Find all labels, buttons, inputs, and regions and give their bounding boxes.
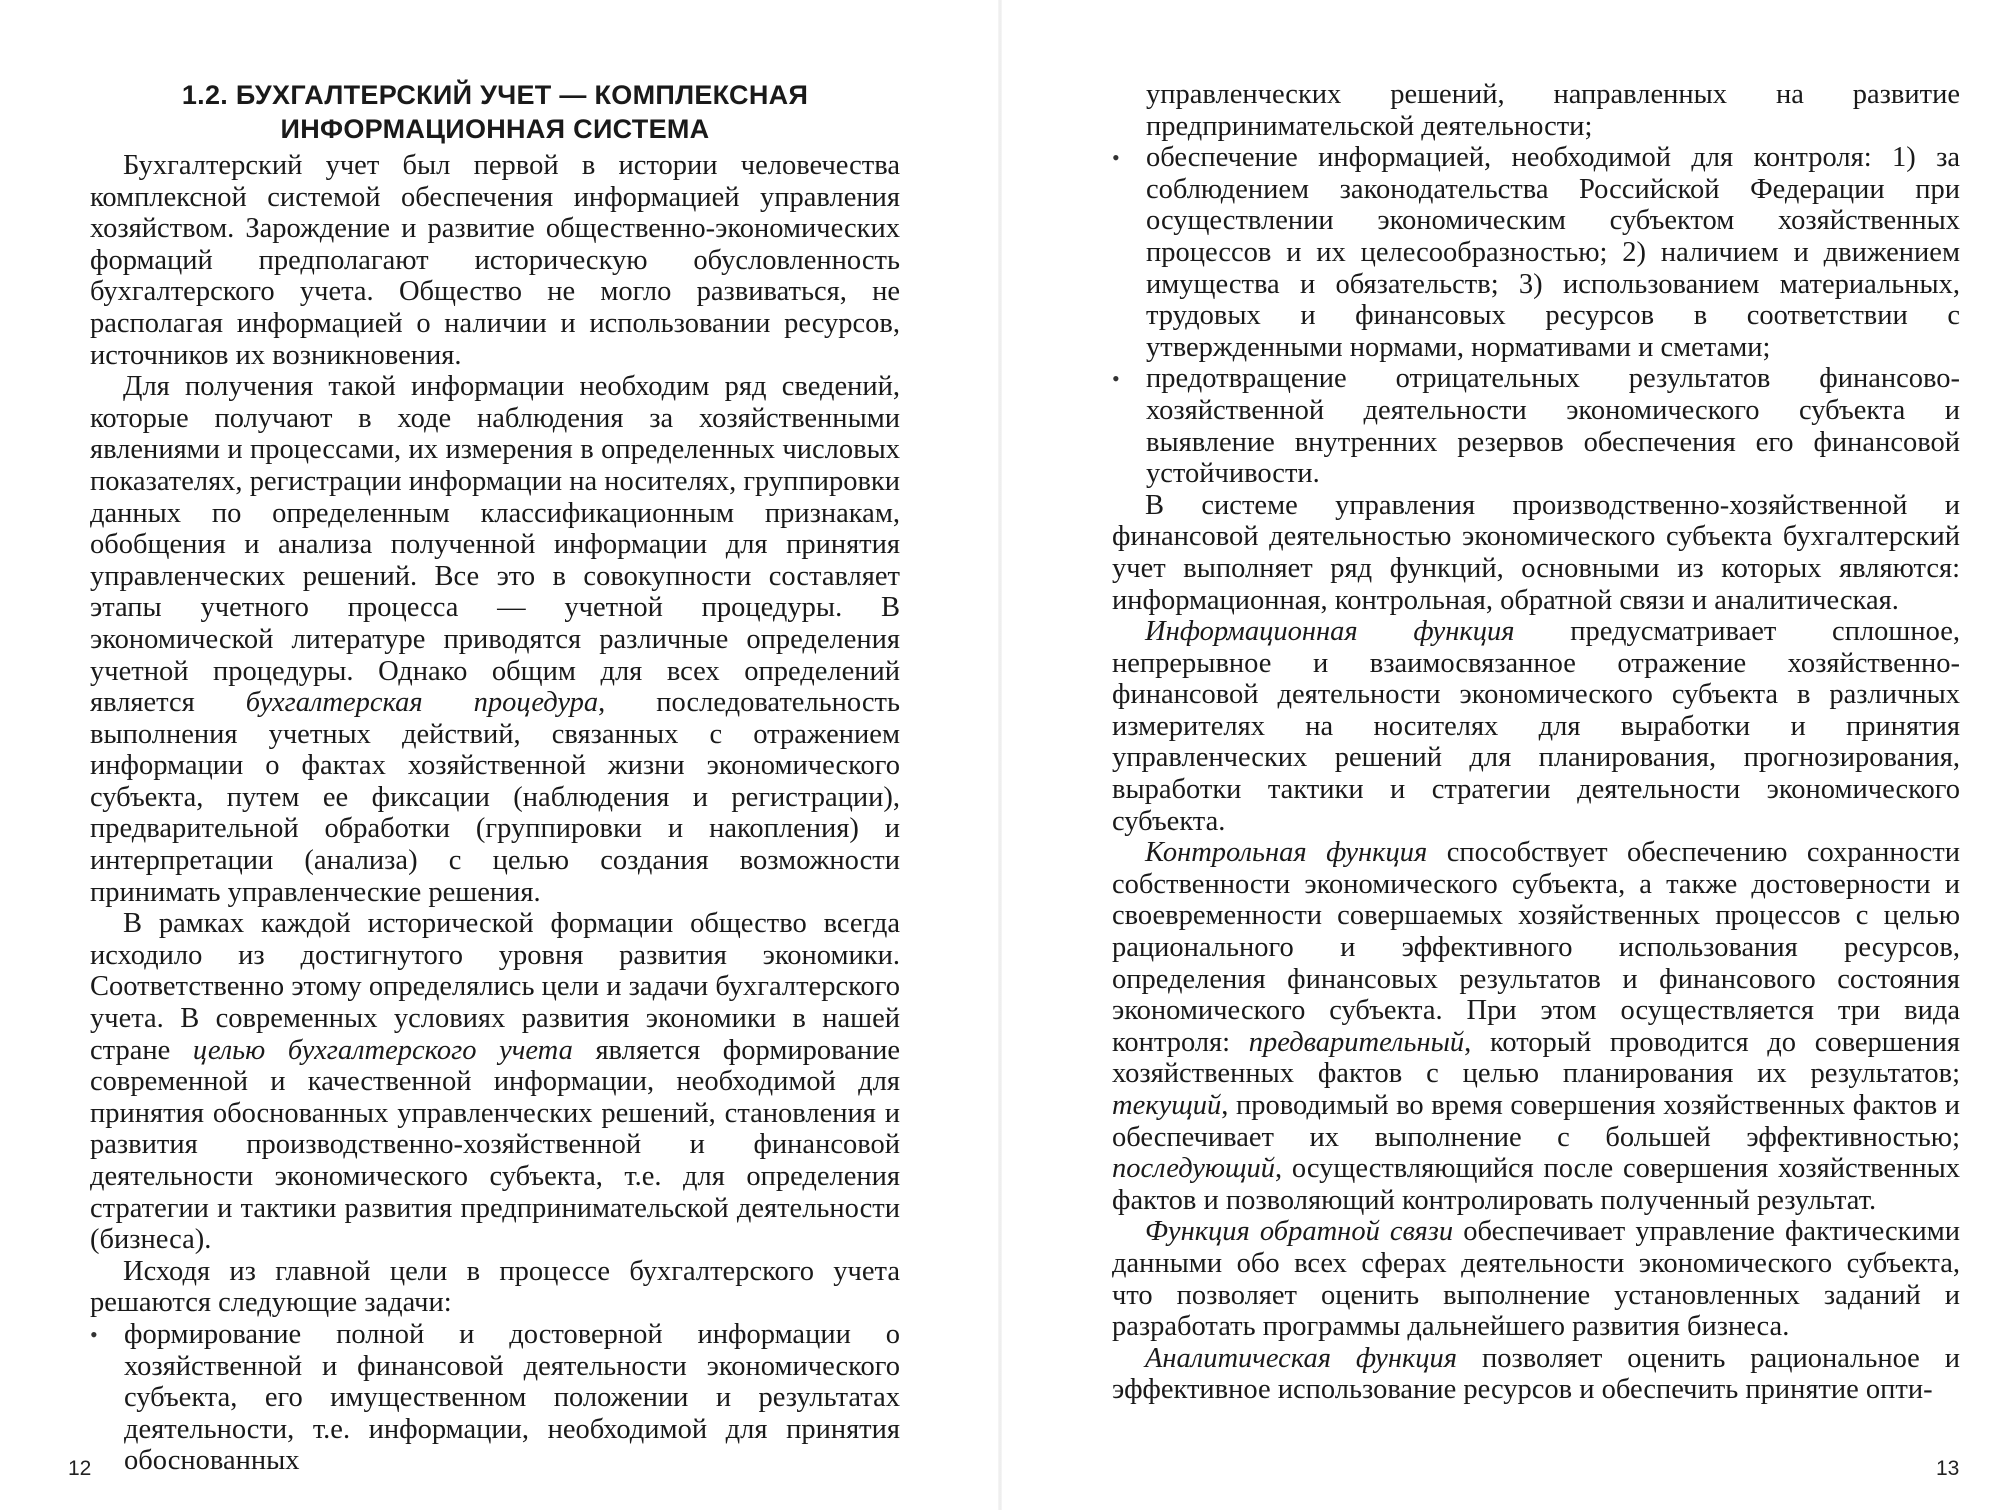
- text-run: является формирование современной и качественной информации, необходимой для принятия обоснованных управленческих решений, становления и развития производственно-хозяйственной и финансовой деятельности экономического субъекта, т.е. для определения стратегии и тактики развития предпринимательской деятельности (бизнеса).: [90, 1034, 900, 1256]
- italic-term: последующий: [1112, 1153, 1276, 1185]
- task-list: [1112, 142, 1960, 490]
- paragraph: [1112, 837, 1960, 1216]
- paragraph: Бухгалтерский учет был первой в истории человечества комплексной системой обеспечения информацией управления хозяйством. Зарождение и развитие общественно-экономических формаций предполагают историческую обусловленность бухгалтерского учета. Общество не могло развиваться, не располагая информацией о наличии и использовании ресурсов, источников их возникновения.: [90, 150, 900, 371]
- right-text-column: [1112, 79, 1960, 1406]
- paragraph: [1112, 1216, 1960, 1342]
- list-item-continuation: управленческих решений, направленных на развитие предпринимательской деятельности;: [1146, 79, 1960, 142]
- text-run: предусматривает сплошное, непрерывное и взаимосвязанное отражение хозяйственно-финансовой деятельности экономического субъекта в различных измерителях на носителях для выработки и принятия управленческих решений для планирования, прогнозирования, выработки тактики и стратегии деятельности экономического субъекта.: [1112, 616, 1960, 837]
- italic-term: предварительный: [1248, 1026, 1465, 1058]
- text-run: , проводимый во время совершения хозяйственных фактов и обеспечивает их выполнение с большей эффективностью;: [1112, 1090, 1960, 1153]
- paragraph: [90, 371, 900, 908]
- italic-term: текущий: [1112, 1090, 1222, 1121]
- italic-term: Информационная функция: [1145, 616, 1515, 648]
- italic-term: Функция обратной связи: [1145, 1216, 1454, 1248]
- text-run: позволяет оценить рациональное и эффективное использование ресурсов и обеспечить принятие опти-: [1112, 1342, 1961, 1406]
- paragraph: Исходя из главной цели в процессе бухгалтерского учета решаются следующие задачи:: [90, 1255, 900, 1319]
- text-run: Для получения такой информации необходим ряд сведений, которые получают в ходе наблюдения за хозяйственными явлениями и процессами, их измерения в определенных числовых показателях, регистрации информации на носителях, группировки данных по определенным классификационным признакам, обобщения и анализа полученной информации для принятия управленческих решений. Все это в совокупности составляет этапы учетного процесса — учетной процедуры. В экономической литературе приводятся различные определения учетной процедуры. Однако общим для всех определений является: [90, 371, 900, 719]
- list-item: • формирование полной и достоверной информации о хозяйственной и финансовой деятельности экономического субъекта, его имущественном положении и результатах деятельности, т.е. информации, необходимой для принятия обоснованных: [90, 1319, 900, 1477]
- italic-term: целью бухгалтерского учета: [192, 1034, 573, 1066]
- text-run: способствует обеспечению сохранности собственности экономического субъекта, а также достоверности и своевременности совершаемых хозяйственных процессов с целью рационального и эффективного использования ресурсов, определения финансовых результатов и финансового состояния экономического субъекта. При этом осуществляется три вида контроля:: [1112, 837, 1961, 1058]
- list-item: • обеспечение информацией, необходимой для контроля: 1) за соблюдением законодательства Российской Федерации при осуществлении экономическим субъектом хозяйственных процессов и их целесообразностью; 2) наличием и движением имущества и обязательств; 3) использованием материальных, трудовых и финансовых ресурсов в соответствии с утвержденными нормами, нормативами и сметами;: [1112, 142, 1960, 363]
- left-text-column: [90, 150, 900, 1477]
- text-run: , последовательность выполнения учетных действий, связанных с отражением информации о фактах хозяйственной жизни экономического субъекта, путем ее фиксации (наблюдения и регистрации), предварительной обработки (группировки и накопления) и интерпретации (анализа) с целью создания возможности принимать управленческие решения.: [90, 687, 900, 908]
- paragraph: [1112, 1343, 1960, 1406]
- paragraph: [1112, 616, 1960, 837]
- italic-term: бухгалтерская процедура: [245, 687, 599, 719]
- page-number: 12: [68, 1457, 92, 1480]
- list-item: • предотвращение отрицательных результатов финансово-хозяйственной деятельности экономического субъекта и выявление внутренних резервов обеспечения его финансовой устойчивости.: [1112, 363, 1960, 489]
- text-run: , который проводится до совершения хозяйственных фактов с целью планирования их результатов;: [1112, 1026, 1961, 1090]
- page-number: 13: [1936, 1457, 1960, 1480]
- italic-term: Аналитическая функция: [1145, 1342, 1458, 1374]
- italic-term: Контрольная функция: [1145, 837, 1428, 869]
- paragraph: В системе управления производственно-хозяйственной и финансовой деятельностью экономического субъекта бухгалтерский учет выполняет ряд функций, основными из которых являются: информационная, контрольная, обратной связи и аналитическая.: [1112, 489, 1960, 616]
- paragraph: [90, 908, 900, 1256]
- text-run: обеспечивает управление фактическими данными обо всех сферах деятельности экономического субъекта, что позволяет оценить выполнение установленных заданий и разработать программы дальнейшего развития бизнеса.: [1112, 1216, 1960, 1343]
- right-page: [1000, 0, 2000, 1510]
- text-run: , осуществляющийся после совершения хозяйственных фактов и позволяющий контролировать полученный результат.: [1112, 1153, 1960, 1216]
- section-heading: 1.2. БУХГАЛТЕРСКИЙ УЧЕТ — КОМПЛЕКСНАЯ ИНФОРМАЦИОННАЯ СИСТЕМА: [181, 80, 809, 144]
- task-list: [90, 1319, 900, 1477]
- text-run: В рамках каждой исторической формации общество всегда исходило из достигнутого уровня развития экономики. Соответственно этому определялись цели и задачи бухгалтерского учета. В современных условиях развития экономики в нашей стране: [90, 908, 900, 1066]
